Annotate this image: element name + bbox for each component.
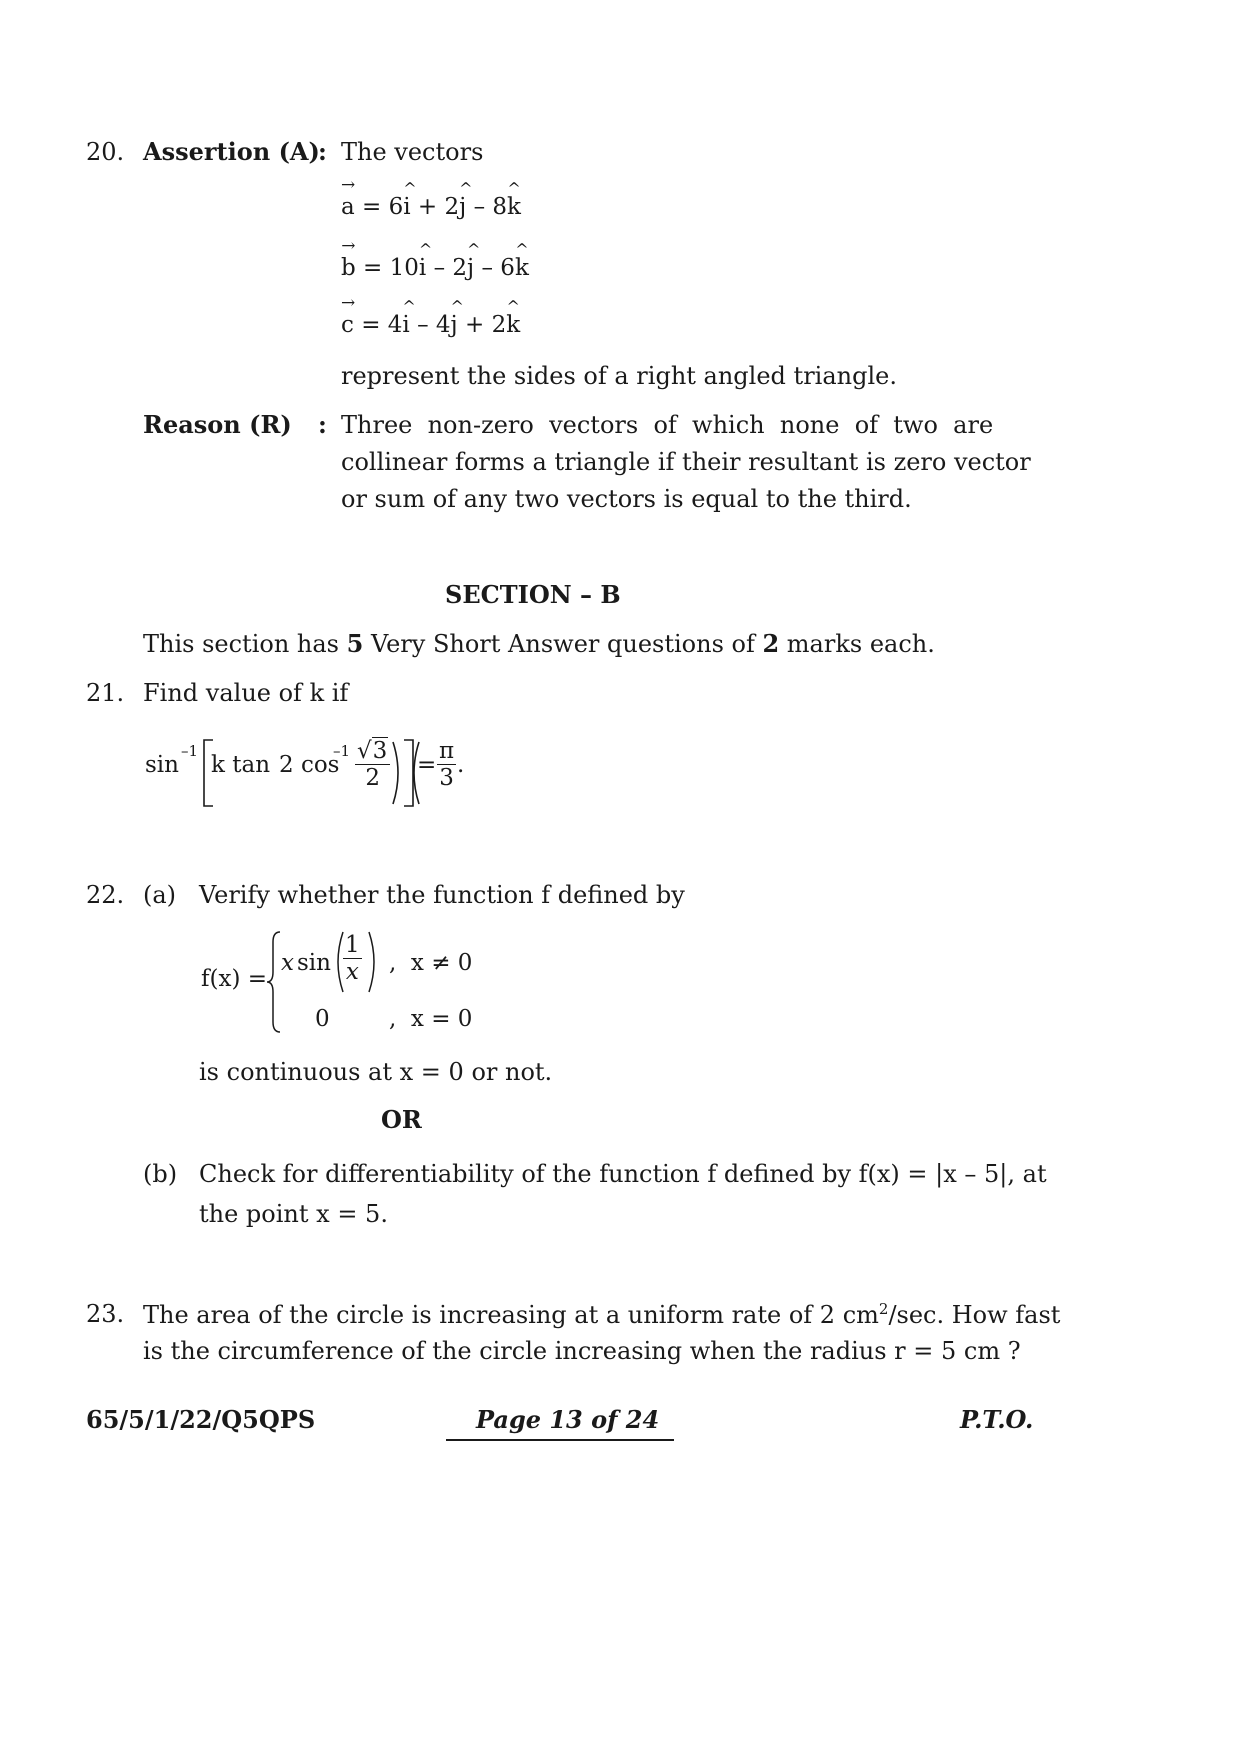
question-text: Verify whether the function f defined by	[199, 881, 685, 909]
right-paren	[367, 930, 381, 994]
question-text: is the circumference of the circle increasing when the radius r = 5 cm ?	[143, 1337, 1021, 1365]
question-text: Check for differentiability of the function f defined by f(x) = |x – 5|, at	[199, 1160, 1047, 1188]
vector-c-equation: → c = 4^ i – 4^ j + 2^ k	[341, 312, 520, 340]
pto-label: P.T.O.	[960, 1405, 1034, 1434]
question-number: 22.	[86, 881, 125, 909]
vector-c-symbol: → c	[341, 312, 354, 340]
vector-a-symbol: → a	[341, 194, 355, 222]
fraction-sqrt3-over-2: $\frac{√3}{2}$	[355, 738, 390, 792]
reason-line: Three non-zero vectors of which none of two are	[341, 411, 994, 439]
part-label-b: (b)	[143, 1160, 178, 1188]
assertion-conclusion: represent the sides of a right angled triangle.	[341, 362, 897, 390]
reason-label: Reason (R)	[143, 410, 292, 439]
assertion-intro: The vectors	[341, 138, 484, 166]
or-separator: OR	[381, 1105, 422, 1134]
piecewise-function: f(x) = x sin $\frac{1}{x}$ , x ≠ 0 0 , x = 0	[201, 932, 473, 1032]
section-intro: This section has 5 Very Short Answer questions of 2 marks each.	[143, 629, 935, 658]
fraction-pi-over-3: $\frac{\pi}{3}$	[439, 738, 455, 792]
question-number: 20.	[86, 138, 125, 166]
section-title: SECTION – B	[445, 580, 621, 609]
colon: :	[318, 410, 327, 439]
paper-code: 65/5/1/22/Q5QPS	[86, 1405, 316, 1434]
question-text: Find value of k if	[143, 679, 349, 707]
part-label-a: (a)	[143, 881, 177, 909]
right-bracket	[401, 738, 417, 808]
page-number: Page 13 of 24	[476, 1405, 660, 1434]
vector-b-symbol: → b	[341, 255, 356, 283]
vector-b-equation: → b = 10^ i – 2^ j – 6^ k	[341, 255, 529, 283]
assertion-label: Assertion (A)	[143, 137, 320, 166]
question-text: the point x = 5.	[199, 1200, 388, 1228]
fraction-1-over-x: $\frac{1}{x}$	[345, 932, 360, 986]
colon: :	[318, 137, 327, 166]
reason-line: or sum of any two vectors is equal to the third.	[341, 485, 912, 513]
question-text: The area of the circle is increasing at a uniform rate of 2 $cm^2/\sec$. How fast	[143, 1300, 1061, 1329]
vector-a-equation: → a = 6^ i + 2^ j – 8^ k	[341, 194, 521, 222]
question-text: is continuous at x = 0 or not.	[199, 1058, 553, 1086]
reason-line: collinear forms a triangle if their resultant is zero vector	[341, 448, 1031, 476]
page-number-underline	[446, 1439, 674, 1441]
question-number: 21.	[86, 679, 125, 707]
left-brace	[265, 930, 283, 1034]
question-number: 23.	[86, 1300, 125, 1328]
